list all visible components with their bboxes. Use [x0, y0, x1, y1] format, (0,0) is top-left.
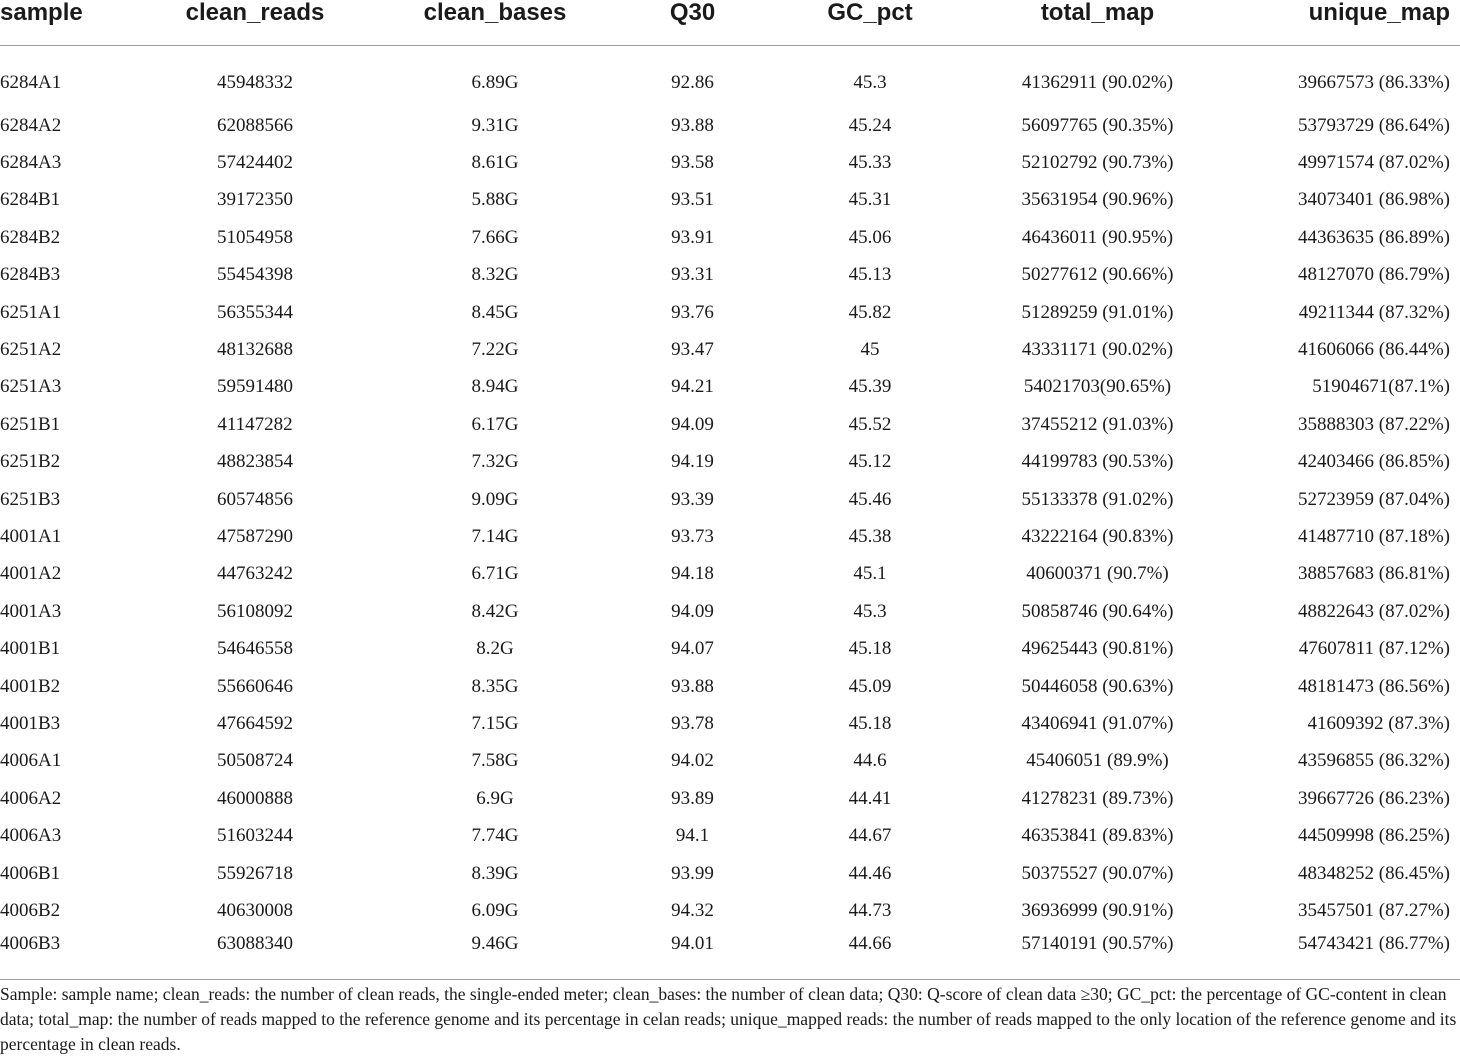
- column-header-sample: sample: [0, 0, 120, 46]
- table-row: [0, 107, 1460, 144]
- table-row: [0, 705, 1460, 742]
- cell-gc-pct: 44.6: [853, 750, 887, 772]
- cell-sample: 6284B3: [0, 264, 61, 286]
- cell-sample: 6251B3: [0, 488, 61, 510]
- column-header-q30: Q30: [600, 0, 785, 46]
- cell-total-map: 51289259 (91.01%): [1021, 301, 1174, 323]
- cell-total-map: 50375527 (90.07%): [1021, 862, 1174, 884]
- cell-clean-reads: 41147282: [217, 413, 293, 435]
- table-row: [0, 593, 1460, 630]
- cell-sample: 6251B2: [0, 451, 61, 473]
- column-header-total-map: total_map: [955, 0, 1240, 46]
- cell-clean-bases: 8.2G: [476, 638, 514, 660]
- cell-gc-pct: 44.73: [848, 899, 892, 921]
- cell-total-map: 50446058 (90.63%): [1021, 675, 1174, 697]
- cell-q30: 93.47: [671, 339, 714, 361]
- cell-sample: 4001A2: [0, 563, 62, 585]
- cell-unique-map: 39667573 (86.33%): [1298, 71, 1450, 93]
- cell-clean-reads: 56108092: [217, 600, 293, 622]
- header-row: [0, 0, 1460, 46]
- cell-gc-pct: 45.46: [848, 488, 892, 510]
- cell-clean-reads: 55454398: [217, 264, 293, 286]
- table-row: [0, 294, 1460, 331]
- cell-sample: 4006B3: [0, 930, 120, 980]
- cell-q30: 93.91: [671, 226, 714, 248]
- cell-q30: 93.89: [671, 787, 714, 809]
- cell-unique-map: 51904671(87.1%): [1312, 376, 1450, 398]
- cell-clean-reads: 44763242: [217, 563, 293, 585]
- cell-unique-map: 35457501 (87.27%): [1298, 899, 1450, 921]
- cell-gc-pct: 45.52: [848, 413, 892, 435]
- table-row: [0, 219, 1460, 256]
- cell-total-map: 43331171 (90.02%): [1021, 339, 1174, 361]
- cell-total-map: 49625443 (90.81%): [1021, 638, 1174, 660]
- cell-clean-reads: 46000888: [217, 787, 293, 809]
- table-row: [0, 369, 1460, 406]
- cell-clean-bases: 7.74G: [471, 825, 519, 847]
- cell-clean-bases: 8.35G: [471, 675, 519, 697]
- cell-total-map: 54021703(90.65%): [1023, 376, 1172, 398]
- cell-total-map: 41362911 (90.02%): [1021, 71, 1174, 93]
- cell-total-map: 50858746 (90.64%): [1021, 600, 1174, 622]
- cell-clean-bases: 6.71G: [471, 563, 519, 585]
- cell-clean-reads: 40630008: [217, 899, 293, 921]
- cell-total-map: 46353841 (89.83%): [1021, 825, 1174, 847]
- cell-unique-map: 44509998 (86.25%): [1298, 825, 1450, 847]
- cell-clean-reads: 51054958: [217, 226, 293, 248]
- cell-clean-reads: 54646558: [217, 638, 293, 660]
- table-body: [0, 46, 1460, 980]
- cell-q30: 93.88: [671, 114, 714, 136]
- cell-q30: 93.51: [671, 189, 714, 211]
- cell-gc-pct: 44.67: [848, 825, 892, 847]
- table-row: [0, 556, 1460, 593]
- cell-gc-pct: 45.39: [848, 376, 892, 398]
- cell-sample: 4001B1: [0, 638, 61, 660]
- cell-q30: 94.1: [675, 825, 710, 847]
- table-row: [0, 630, 1460, 667]
- cell-q30: 94.09: [671, 413, 714, 435]
- cell-sample: 4001A1: [0, 525, 62, 547]
- cell-gc-pct: 45.82: [848, 301, 892, 323]
- cell-unique-map: 43596855 (86.32%): [1298, 750, 1450, 772]
- cell-unique-map: 49971574 (87.02%): [1298, 152, 1450, 174]
- cell-clean-reads: 39172350: [217, 189, 293, 211]
- cell-clean-reads: 59591480: [217, 376, 293, 398]
- table-row: [0, 855, 1460, 892]
- cell-sample: 6284B1: [0, 189, 61, 211]
- cell-clean-bases: 7.14G: [471, 525, 519, 547]
- cell-q30: 93.88: [671, 675, 714, 697]
- cell-sample: 4006A2: [0, 787, 62, 809]
- table-row: [0, 46, 1460, 108]
- cell-clean-bases: 8.61G: [471, 152, 519, 174]
- table-row: [0, 257, 1460, 294]
- table-row: [0, 892, 1460, 929]
- cell-q30: 94.32: [671, 899, 714, 921]
- cell-gc-pct: 45.1: [853, 563, 887, 585]
- cell-clean-reads: 60574856: [217, 488, 293, 510]
- cell-total-map: 35631954 (90.96%): [1021, 189, 1174, 211]
- cell-clean-bases: 6.17G: [471, 413, 519, 435]
- cell-clean-reads: 56355344: [217, 301, 293, 323]
- cell-sample: 4001B2: [0, 675, 61, 697]
- cell-clean-reads: 63088340: [120, 930, 390, 980]
- column-header-clean-reads: clean_reads: [120, 0, 390, 46]
- table-row: [0, 743, 1460, 780]
- cell-q30: 94.07: [671, 638, 714, 660]
- cell-gc-pct: 44.41: [848, 787, 892, 809]
- cell-unique-map: 54743421 (86.77%): [1240, 930, 1460, 980]
- cell-gc-pct: 44.66: [785, 930, 955, 980]
- cell-clean-reads: 45948332: [217, 71, 293, 93]
- cell-q30: 94.02: [671, 750, 714, 772]
- cell-sample: 4001A3: [0, 600, 62, 622]
- column-header-unique-map: unique_map: [1240, 0, 1460, 46]
- cell-unique-map: 47607811 (87.12%): [1298, 638, 1450, 660]
- cell-clean-bases: 7.58G: [471, 750, 519, 772]
- cell-clean-bases: 8.42G: [471, 600, 519, 622]
- cell-gc-pct: 45.06: [848, 226, 892, 248]
- cell-sample: 4006B2: [0, 899, 61, 921]
- cell-unique-map: 42403466 (86.85%): [1298, 451, 1450, 473]
- cell-q30: 93.31: [671, 264, 714, 286]
- column-header-gc-pct: GC_pct: [785, 0, 955, 46]
- cell-sample: 6284A2: [0, 114, 62, 136]
- cell-total-map: 43406941 (91.07%): [1021, 712, 1174, 734]
- cell-clean-bases: 5.88G: [471, 189, 519, 211]
- cell-gc-pct: 45.24: [848, 114, 892, 136]
- cell-sample: 4006A3: [0, 825, 62, 847]
- cell-clean-bases: 9.46G: [390, 930, 600, 980]
- cell-clean-bases: 6.09G: [471, 899, 519, 921]
- cell-gc-pct: 45.18: [848, 638, 892, 660]
- cell-total-map: 44199783 (90.53%): [1021, 451, 1174, 473]
- cell-q30: 93.39: [671, 488, 714, 510]
- cell-clean-reads: 47664592: [217, 712, 293, 734]
- cell-clean-bases: 8.94G: [471, 376, 519, 398]
- column-header-clean-bases: clean_bases: [390, 0, 600, 46]
- cell-sample: 6284A3: [0, 152, 62, 174]
- cell-q30: 94.19: [671, 451, 714, 473]
- cell-q30: 92.86: [671, 71, 714, 93]
- cell-sample: 6251B1: [0, 413, 61, 435]
- cell-unique-map: 49211344 (87.32%): [1298, 301, 1450, 323]
- table-row: [0, 182, 1460, 219]
- cell-total-map: 43222164 (90.83%): [1021, 525, 1174, 547]
- cell-sample: 6251A3: [0, 376, 62, 398]
- cell-clean-reads: 57424402: [217, 152, 293, 174]
- cell-total-map: 37455212 (91.03%): [1021, 413, 1174, 435]
- cell-total-map: 45406051 (89.9%): [1026, 750, 1169, 772]
- cell-gc-pct: 45.31: [848, 189, 892, 211]
- cell-total-map: 55133378 (91.02%): [1021, 488, 1174, 510]
- cell-q30: 94.09: [671, 600, 714, 622]
- cell-q30: 94.21: [671, 376, 714, 398]
- cell-q30: 93.73: [671, 525, 714, 547]
- cell-total-map: 50277612 (90.66%): [1021, 264, 1174, 286]
- cell-total-map: 41278231 (89.73%): [1021, 787, 1174, 809]
- table-row: [0, 406, 1460, 443]
- cell-clean-reads: 62088566: [217, 114, 293, 136]
- cell-clean-bases: 6.89G: [471, 71, 519, 93]
- table-row: [0, 481, 1460, 518]
- cell-sample: 6284B2: [0, 226, 61, 248]
- cell-unique-map: 53793729 (86.64%): [1298, 114, 1450, 136]
- cell-sample: 4001B3: [0, 712, 61, 734]
- cell-clean-reads: 48132688: [217, 339, 293, 361]
- cell-gc-pct: 45.3: [853, 600, 887, 622]
- cell-sample: 4006B1: [0, 862, 61, 884]
- cell-clean-reads: 48823854: [217, 451, 293, 473]
- cell-unique-map: 41487710 (87.18%): [1298, 525, 1450, 547]
- cell-total-map: 36936999 (90.91%): [1021, 899, 1174, 921]
- cell-unique-map: 48181473 (86.56%): [1298, 675, 1450, 697]
- cell-unique-map: 38857683 (86.81%): [1298, 563, 1450, 585]
- cell-unique-map: 41609392 (87.3%): [1307, 712, 1450, 734]
- cell-clean-reads: 55660646: [217, 675, 293, 697]
- cell-sample: 6251A2: [0, 339, 62, 361]
- cell-unique-map: 35888303 (87.22%): [1298, 413, 1450, 435]
- table-row: [0, 144, 1460, 181]
- cell-clean-bases: 6.9G: [476, 787, 514, 809]
- table-row: [0, 668, 1460, 705]
- cell-sample: 6251A1: [0, 301, 62, 323]
- cell-gc-pct: 45.3: [853, 71, 887, 93]
- cell-clean-reads: 51603244: [217, 825, 293, 847]
- cell-clean-bases: 7.32G: [471, 451, 519, 473]
- cell-gc-pct: 45.09: [848, 675, 892, 697]
- cell-clean-bases: 9.31G: [471, 114, 519, 136]
- cell-clean-bases: 7.15G: [471, 712, 519, 734]
- table-row: [0, 331, 1460, 368]
- cell-q30: 93.76: [671, 301, 714, 323]
- cell-sample: 4006A1: [0, 750, 62, 772]
- cell-unique-map: 39667726 (86.23%): [1298, 787, 1450, 809]
- cell-clean-bases: 8.45G: [471, 301, 519, 323]
- cell-clean-bases: 7.66G: [471, 226, 519, 248]
- cell-unique-map: 44363635 (86.89%): [1298, 226, 1450, 248]
- table-row: [0, 444, 1460, 481]
- table-row: [0, 780, 1460, 817]
- cell-clean-reads: 55926718: [217, 862, 293, 884]
- cell-total-map: 56097765 (90.35%): [1021, 114, 1174, 136]
- cell-gc-pct: 45.12: [848, 451, 892, 473]
- cell-unique-map: 41606066 (86.44%): [1298, 339, 1450, 361]
- cell-total-map: 40600371 (90.7%): [1026, 563, 1169, 585]
- table-row: [0, 817, 1460, 854]
- cell-gc-pct: 45: [860, 339, 880, 361]
- cell-total-map: 52102792 (90.73%): [1021, 152, 1174, 174]
- table-row: [0, 930, 1460, 980]
- table-row: [0, 518, 1460, 555]
- cell-clean-reads: 47587290: [217, 525, 293, 547]
- cell-q30: 94.18: [671, 563, 714, 585]
- cell-clean-bases: 7.22G: [471, 339, 519, 361]
- cell-gc-pct: 45.33: [848, 152, 892, 174]
- cell-unique-map: 48348252 (86.45%): [1298, 862, 1450, 884]
- cell-gc-pct: 45.18: [848, 712, 892, 734]
- cell-unique-map: 48822643 (87.02%): [1298, 600, 1450, 622]
- cell-clean-reads: 50508724: [217, 750, 293, 772]
- cell-gc-pct: 45.13: [848, 264, 892, 286]
- cell-unique-map: 34073401 (86.98%): [1298, 189, 1450, 211]
- cell-q30: 93.58: [671, 152, 714, 174]
- cell-total-map: 46436011 (90.95%): [1021, 226, 1174, 248]
- cell-clean-bases: 8.39G: [471, 862, 519, 884]
- cell-clean-bases: 8.32G: [471, 264, 519, 286]
- cell-clean-bases: 9.09G: [471, 488, 519, 510]
- cell-unique-map: 52723959 (87.04%): [1298, 488, 1450, 510]
- cell-gc-pct: 45.38: [848, 525, 892, 547]
- cell-q30: 94.01: [600, 930, 785, 980]
- table-footnote: Sample: sample name; clean_reads: the number of clean reads, the single-ended meter; clean_bases: the number of clean data; Q30: Q-score of clean data ≥30; GC_pct: the percentage of GC-content in clean data; total_map: the number of reads mapped to the reference genome and its percentage in celan reads; unique_mapped reads: the number of reads mapped to the only location of the reference genome and its percentage in clean reads.: [0, 984, 1457, 1054]
- cell-unique-map: 48127070 (86.79%): [1298, 264, 1450, 286]
- cell-q30: 93.78: [671, 712, 714, 734]
- cell-sample: 6284A1: [0, 71, 62, 93]
- cell-gc-pct: 44.46: [848, 862, 892, 884]
- cell-q30: 93.99: [671, 862, 714, 884]
- cell-total-map: 57140191 (90.57%): [955, 930, 1240, 980]
